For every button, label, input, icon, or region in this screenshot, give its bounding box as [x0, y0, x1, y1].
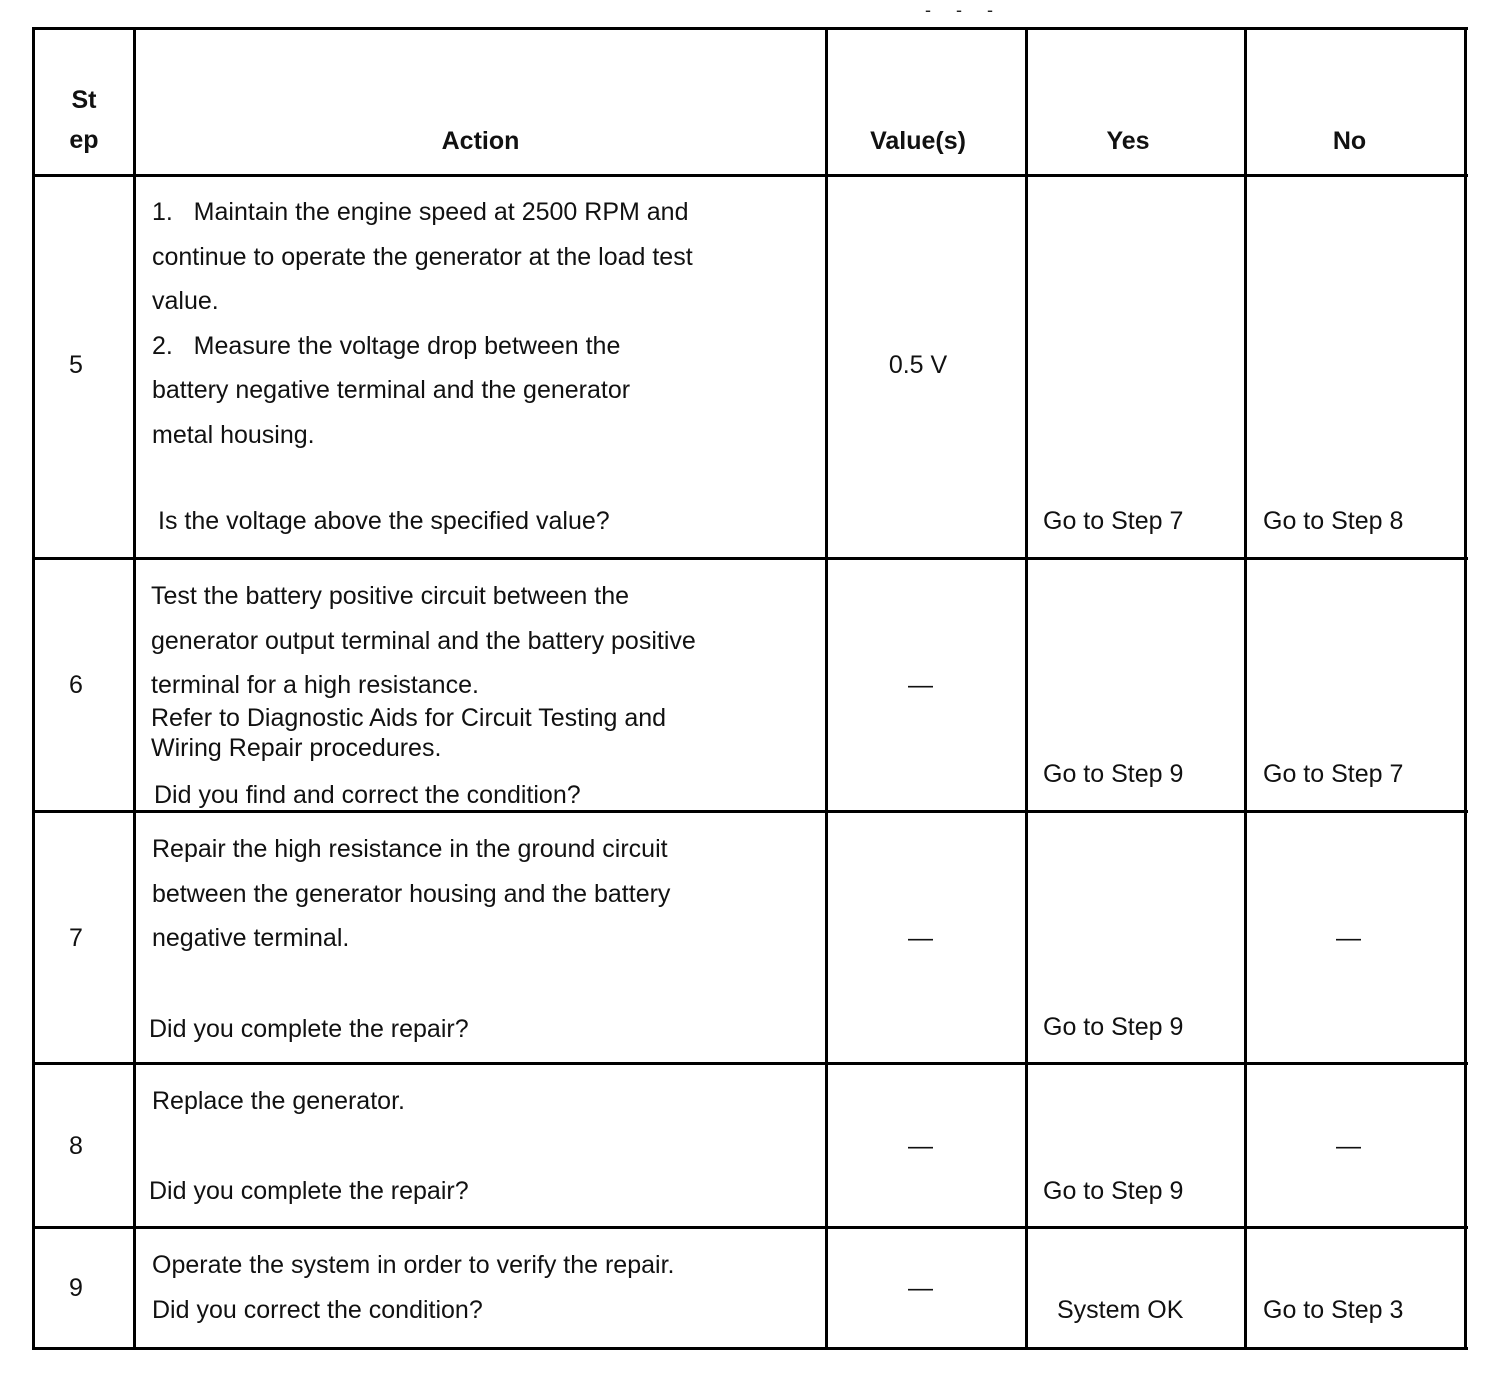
- value-cell: —: [908, 1274, 933, 1302]
- table-border-right: [1464, 27, 1467, 1350]
- value-cell: —: [908, 924, 933, 952]
- no-cell: —: [1336, 1132, 1361, 1160]
- no-cell: Go to Step 8: [1263, 507, 1404, 535]
- step-number: 8: [69, 1132, 83, 1160]
- action-text: Replace the generator.: [152, 1087, 405, 1115]
- yes-cell: Go to Step 9: [1043, 1013, 1184, 1041]
- row-divider: [32, 557, 1468, 560]
- header-action: Action: [441, 127, 520, 155]
- action-question: Did you find and correct the condition?: [154, 781, 581, 809]
- action-text: Operate the system in order to verify the repair.: [152, 1251, 675, 1279]
- header-step: St ep: [69, 86, 99, 154]
- action-text: Test the battery positive circuit between the generator output terminal and the battery positive terminal for a high resistance. Refer to Diagnostic Aids for Circuit Testing and Wiring Repair procedures.: [151, 582, 696, 762]
- header-no: No: [1332, 127, 1367, 155]
- step-number: 6: [69, 671, 83, 699]
- row-divider: [32, 1226, 1468, 1229]
- top-dash-marks: - - -: [925, 0, 1003, 20]
- no-cell: Go to Step 7: [1263, 760, 1404, 788]
- action-question: Did you complete the repair?: [149, 1177, 469, 1205]
- table-border-top: [32, 27, 1468, 30]
- step-number: 5: [69, 351, 83, 379]
- action-question: Is the voltage above the specified value?: [158, 507, 610, 535]
- yes-cell: System OK: [1057, 1296, 1184, 1324]
- header-values: Value(s): [870, 127, 966, 155]
- column-divider: [1025, 27, 1028, 1350]
- no-cell: —: [1336, 924, 1361, 952]
- action-question: Did you complete the repair?: [149, 1015, 469, 1043]
- action-question: Did you correct the condition?: [152, 1296, 483, 1324]
- column-divider: [133, 27, 136, 1350]
- action-text: 1. Maintain the engine speed at 2500 RPM and continue to operate the generator at the load test value. 2. Measure the voltage drop between the battery negative terminal and the generator metal housing.: [152, 198, 693, 449]
- no-cell: Go to Step 3: [1263, 1296, 1404, 1324]
- table-border-bottom: [32, 1347, 1468, 1350]
- value-cell: 0.5 V: [888, 351, 948, 379]
- yes-cell: Go to Step 7: [1043, 507, 1184, 535]
- action-text: Repair the high resistance in the ground circuit between the generator housing and the battery negative terminal.: [152, 835, 671, 952]
- row-divider: [32, 174, 1468, 177]
- step-number: 7: [69, 924, 83, 952]
- header-yes: Yes: [1106, 127, 1150, 155]
- yes-cell: Go to Step 9: [1043, 760, 1184, 788]
- value-cell: —: [908, 1132, 933, 1160]
- row-divider: [32, 1062, 1468, 1065]
- value-cell: —: [908, 671, 933, 699]
- step-number: 9: [69, 1274, 83, 1302]
- yes-cell: Go to Step 9: [1043, 1177, 1184, 1205]
